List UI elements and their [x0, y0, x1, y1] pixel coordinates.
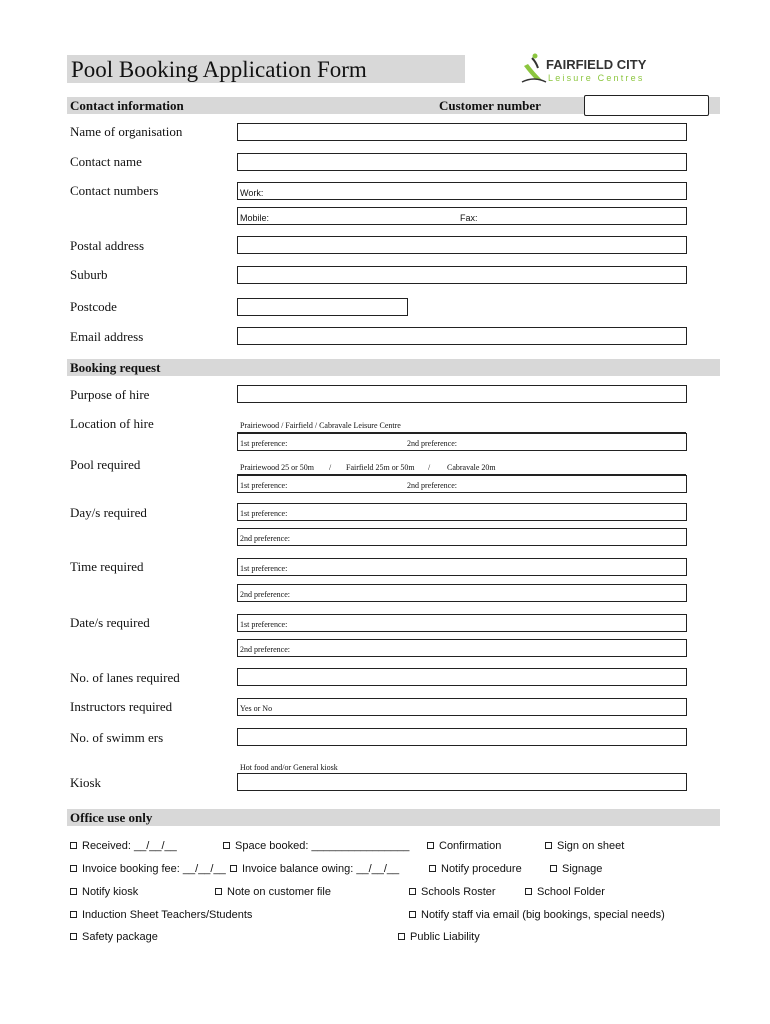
contact-numbers-label: Contact numbers [70, 183, 159, 198]
time-second-pref-field[interactable] [237, 584, 687, 602]
checkbox-icon[interactable] [230, 865, 237, 872]
email-address-field[interactable] [237, 327, 687, 345]
pool-required-label: Pool required [70, 457, 141, 472]
yes-or-no-hint: Yes or No [240, 704, 273, 713]
time-required-label: Time required [70, 559, 144, 574]
swimmers-field[interactable] [237, 728, 687, 746]
suburb-field[interactable] [237, 266, 687, 284]
checkbox-icon[interactable] [409, 911, 416, 918]
kiosk-field[interactable] [237, 773, 687, 791]
days-second-pref-label: 2nd preference: [240, 534, 290, 543]
name-of-organisation-field[interactable] [237, 123, 687, 141]
notify-staff-item[interactable]: Notify staff via email (big bookings, special needs) [409, 908, 665, 922]
postcode-label: Postcode [70, 299, 117, 314]
lanes-required-field[interactable] [237, 668, 687, 686]
swimmers-label: No. of swimm ers [70, 730, 164, 745]
booking-section-label: Booking request [70, 360, 161, 375]
signage-item[interactable]: Signage [550, 862, 602, 876]
location-preference-field[interactable] [237, 433, 687, 451]
days-first-pref-label: 1st preference: [240, 509, 288, 518]
pool-option-prairiewood: Prairiewood 25 or 50m [240, 463, 314, 472]
kiosk-label: Kiosk [70, 775, 102, 790]
kiosk-hint: Hot food and/or General kiosk [240, 763, 338, 772]
time-first-pref-field[interactable] [237, 558, 687, 576]
suburb-label: Suburb [70, 267, 108, 282]
checkbox-icon[interactable] [70, 933, 77, 940]
contact-section-label: Contact information [70, 98, 184, 113]
purpose-of-hire-field[interactable] [237, 385, 687, 403]
office-section-label: Office use only [70, 810, 153, 825]
public-liability-item[interactable]: Public Liability [398, 930, 480, 944]
lanes-required-label: No. of lanes required [70, 670, 180, 685]
customer-number-field[interactable] [584, 95, 709, 116]
schools-roster-item[interactable]: Schools Roster [409, 885, 496, 899]
notify-kiosk-item[interactable]: Notify kiosk [70, 885, 138, 899]
location-of-hire-label: Location of hire [70, 416, 154, 431]
checkbox-icon[interactable] [215, 888, 222, 895]
checkbox-icon[interactable] [427, 842, 434, 849]
school-folder-item[interactable]: School Folder [525, 885, 605, 899]
page-title: Pool Booking Application Form [71, 57, 367, 82]
notify-procedure-item[interactable]: Notify procedure [429, 862, 522, 876]
svg-text:Leisure Centres: Leisure Centres [548, 73, 645, 83]
induction-sheet-item[interactable]: Induction Sheet Teachers/Students [70, 908, 252, 922]
time-first-pref-label: 1st preference: [240, 564, 288, 573]
name-of-organisation-label: Name of organisation [70, 124, 183, 139]
note-on-customer-file-item[interactable]: Note on customer file [215, 885, 331, 899]
pool-second-pref-label: 2nd preference: [407, 481, 457, 490]
invoice-booking-fee-item[interactable]: Invoice booking fee: __/__/__ [70, 862, 226, 876]
purpose-of-hire-label: Purpose of hire [70, 387, 150, 402]
mobile-label: Mobile: [240, 213, 270, 223]
pool-option-cabravale: Cabravale 20m [447, 463, 496, 472]
checkbox-icon[interactable] [70, 865, 77, 872]
checkbox-icon[interactable] [409, 888, 416, 895]
pool-option-separator-2: / [428, 463, 431, 472]
pool-first-pref-label: 1st preference: [240, 481, 288, 490]
time-second-pref-label: 2nd preference: [240, 590, 290, 599]
instructors-required-label: Instructors required [70, 699, 173, 714]
confirmation-item[interactable]: Confirmation [427, 839, 501, 853]
invoice-balance-owing-item[interactable]: Invoice balance owing: __/__/__ [230, 862, 399, 876]
office-section-bar [67, 809, 720, 826]
booking-section-bar [67, 359, 720, 376]
contact-name-label: Contact name [70, 154, 142, 169]
checkbox-icon[interactable] [398, 933, 405, 940]
fairfield-city-logo [520, 52, 670, 88]
customer-number-label: Customer number [439, 98, 541, 113]
swimmer-logo-icon [520, 52, 670, 88]
pool-preference-field[interactable] [237, 475, 687, 493]
dates-first-pref-label: 1st preference: [240, 620, 288, 629]
checkbox-icon[interactable] [70, 911, 77, 918]
postcode-field[interactable] [237, 298, 408, 316]
pool-option-fairfield: Fairfield 25m or 50m [346, 463, 415, 472]
location-second-pref-label: 2nd preference: [407, 439, 457, 448]
email-address-label: Email address [70, 329, 144, 344]
days-second-pref-field[interactable] [237, 528, 687, 546]
days-required-label: Day/s required [70, 505, 147, 520]
location-options-hint: Prairiewood / Fairfield / Cabravale Leisure Centre [240, 421, 401, 430]
dates-second-pref-field[interactable] [237, 639, 687, 657]
fax-label: Fax: [460, 213, 478, 223]
checkbox-icon[interactable] [550, 865, 557, 872]
pool-option-separator-1: / [329, 463, 332, 472]
location-first-pref-label: 1st preference: [240, 439, 288, 448]
checkbox-icon[interactable] [223, 842, 230, 849]
checkbox-icon[interactable] [70, 842, 77, 849]
received-item[interactable]: Received: __/__/__ [70, 839, 177, 853]
contact-name-field[interactable] [237, 153, 687, 171]
mobile-fax-field[interactable] [237, 207, 687, 225]
checkbox-icon[interactable] [429, 865, 436, 872]
checkbox-icon[interactable] [545, 842, 552, 849]
work-label: Work: [240, 188, 264, 198]
dates-first-pref-field[interactable] [237, 614, 687, 632]
sign-on-sheet-item[interactable]: Sign on sheet [545, 839, 624, 853]
dates-second-pref-label: 2nd preference: [240, 645, 290, 654]
checkbox-icon[interactable] [70, 888, 77, 895]
instructors-required-field[interactable] [237, 698, 687, 716]
safety-package-item[interactable]: Safety package [70, 930, 158, 944]
space-booked-item[interactable]: Space booked: ________________ [223, 839, 409, 853]
days-first-pref-field[interactable] [237, 503, 687, 521]
checkbox-icon[interactable] [525, 888, 532, 895]
work-phone-field[interactable] [237, 182, 687, 200]
postal-address-label: Postal address [70, 238, 145, 253]
svg-text:FAIRFIELD CITY: FAIRFIELD CITY [546, 57, 647, 72]
dates-required-label: Date/s required [70, 615, 150, 630]
postal-address-field[interactable] [237, 236, 687, 254]
